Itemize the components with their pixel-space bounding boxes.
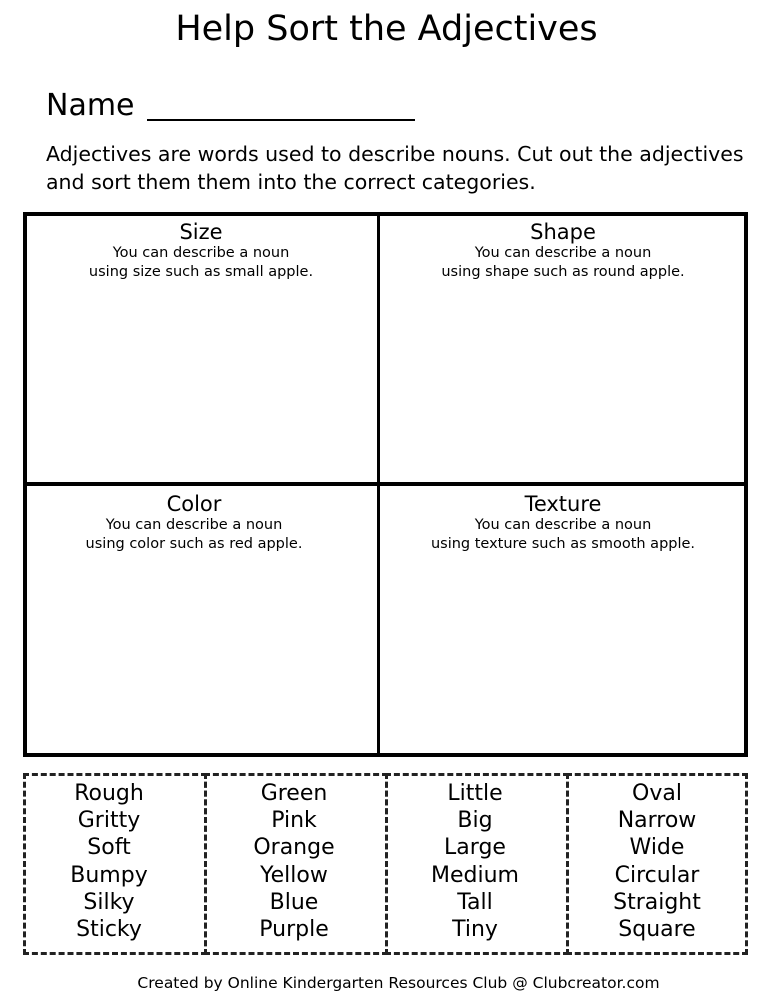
- category-cell-size[interactable]: [25, 220, 377, 282]
- category-description: using texture such as smooth apple.: [430, 536, 696, 552]
- category-description: You can describe a noun: [105, 517, 283, 533]
- category-cell-shape[interactable]: [380, 220, 746, 282]
- adjective-word[interactable]: Big: [457, 808, 493, 834]
- adjective-word[interactable]: Large: [444, 835, 506, 861]
- adjective-word[interactable]: Medium: [431, 862, 519, 888]
- category-description: using color such as red apple.: [85, 536, 303, 552]
- adjective-word[interactable]: Rough: [74, 781, 144, 806]
- adjective-word[interactable]: Square: [618, 917, 696, 943]
- adjective-word[interactable]: Green: [260, 781, 328, 806]
- adjective-word[interactable]: Purple: [259, 917, 329, 943]
- adjective-word[interactable]: Silky: [83, 889, 135, 915]
- category-description: using shape such as round apple.: [441, 264, 685, 280]
- category-description: You can describe a noun: [474, 245, 652, 261]
- category-title: Size: [179, 220, 223, 244]
- category-title: Color: [166, 492, 222, 516]
- name-label: Name: [46, 88, 135, 123]
- adjective-word[interactable]: Blue: [269, 889, 319, 915]
- adjective-word[interactable]: Yellow: [260, 862, 328, 888]
- adjective-word[interactable]: Sticky: [76, 917, 142, 943]
- footer-credit: Created by Online Kindergarten Resources Club @ Clubcreator.com: [137, 974, 660, 992]
- adjective-word[interactable]: Orange: [253, 835, 335, 861]
- instructions-text: Adjectives are words used to describe nouns. Cut out the adjectives and sort them them into the correct categories.: [46, 142, 744, 194]
- word-column: [566, 780, 748, 943]
- adjective-word[interactable]: Tiny: [452, 917, 498, 943]
- word-column: [204, 780, 384, 943]
- adjective-word[interactable]: Wide: [629, 835, 685, 861]
- adjective-word[interactable]: Little: [447, 781, 503, 806]
- category-description: using size such as small apple.: [88, 264, 314, 280]
- category-description: You can describe a noun: [112, 245, 290, 261]
- adjective-word[interactable]: Tall: [457, 889, 493, 915]
- category-title: Shape: [530, 220, 596, 244]
- adjective-word[interactable]: Straight: [613, 889, 701, 915]
- adjective-word[interactable]: Bumpy: [70, 862, 148, 888]
- category-cell-color[interactable]: [25, 492, 363, 554]
- category-description: You can describe a noun: [474, 517, 652, 533]
- grid-divider-horizontal: [25, 482, 746, 486]
- adjective-word[interactable]: Circular: [614, 862, 700, 888]
- adjective-word[interactable]: Oval: [632, 781, 682, 806]
- name-blank-line[interactable]: [147, 119, 415, 121]
- page-title: Help Sort the Adjectives: [175, 9, 598, 49]
- adjective-word[interactable]: Narrow: [617, 808, 697, 834]
- adjective-word[interactable]: Pink: [271, 808, 317, 834]
- word-column: [385, 780, 565, 943]
- word-column: [23, 780, 195, 943]
- category-title: Texture: [524, 492, 602, 516]
- adjective-word[interactable]: Soft: [87, 835, 131, 861]
- adjective-word[interactable]: Gritty: [77, 808, 141, 834]
- category-cell-texture[interactable]: [380, 492, 746, 554]
